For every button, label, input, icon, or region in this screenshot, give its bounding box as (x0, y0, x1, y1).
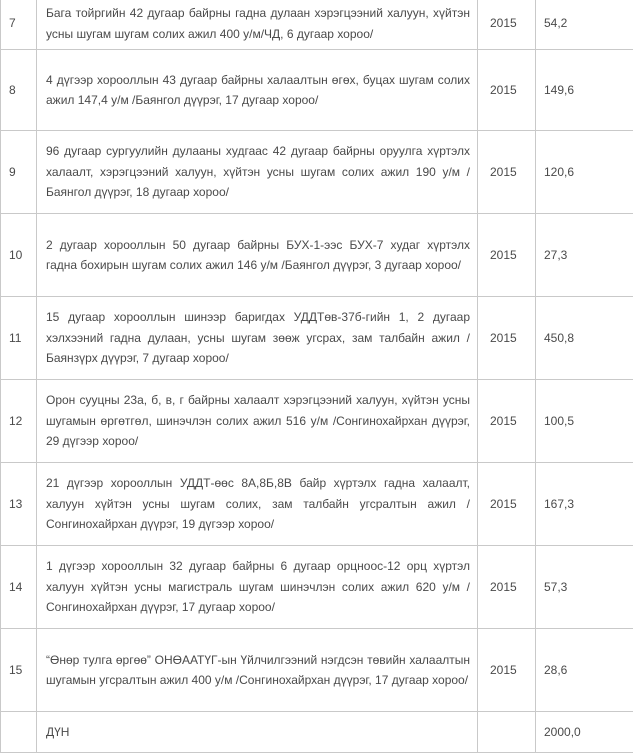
year-cell: 2015 (478, 380, 536, 463)
total-year-cell (478, 712, 536, 753)
table-row (1, 0, 633, 50)
year-cell: 2015 (478, 463, 536, 546)
row-number-cell: 14 (1, 546, 37, 629)
year-cell: 2015 (478, 297, 536, 380)
work-description-cell: 96 дугаар сургуулийн дулааны худгаас 42 дугаар байрны оруулга хүртэлх халаалт, хэрэгцээний халуун, хүйтэн усны шугам солих ажил 190 у/м /Баянгол дүүрэг, 18 дугаар хороо/ (37, 131, 478, 214)
year-cell: 2015 (478, 131, 536, 214)
amount-cell: 149,6 (536, 50, 633, 131)
table-row (1, 629, 633, 712)
row-number-cell: 12 (1, 380, 37, 463)
table-row (1, 463, 633, 546)
work-description-cell: 2 дугаар хорооллын 50 дугаар байрны БУХ-1-ээс БУХ-7 худаг хүртэлх гадна бохирын шугам солих ажил 146 у/м /Баянгол дүүрэг, 3 дугаар хороо/ (37, 214, 478, 297)
work-description-cell: “Өнөр тулга өргөө” ОНӨААТҮГ-ын Үйлчилгээний нэгдсэн төвийн халаалтын шугамын угсралтын ажил 400 у/м /Сонгинохайрхан дүүрэг, 17 дугаар хороо/ (37, 629, 478, 712)
work-description-cell: 1 дүгээр хорооллын 32 дугаар байрны 6 дугаар орцноос-12 орц хүртэл халуун хүйтэн усны магистраль шугам шинэчлэн солих ажил 620 у/м /Сонгинохайрхан дүүрэг, 17 дугаар хороо/ (37, 546, 478, 629)
total-number-cell (1, 712, 37, 753)
row-number-cell: 11 (1, 297, 37, 380)
amount-cell: 54,2 (536, 0, 633, 50)
amount-cell: 120,6 (536, 131, 633, 214)
amount-cell: 27,3 (536, 214, 633, 297)
row-number-cell: 9 (1, 131, 37, 214)
year-cell: 2015 (478, 546, 536, 629)
year-cell: 2015 (478, 214, 536, 297)
year-cell: 2015 (478, 50, 536, 131)
work-description-cell: Бага тойргийн 42 дугаар байрны гадна дулаан хэрэгцээний халуун, хүйтэн усны шугам шугам солих ажил 400 у/м/ЧД, 6 дугаар хороо/ (37, 0, 478, 50)
amount-cell: 57,3 (536, 546, 633, 629)
amount-cell: 100,5 (536, 380, 633, 463)
row-number-cell: 15 (1, 629, 37, 712)
row-number-cell: 10 (1, 214, 37, 297)
total-row (1, 712, 633, 753)
year-cell: 2015 (478, 0, 536, 50)
row-number-cell: 13 (1, 463, 37, 546)
amount-cell: 167,3 (536, 463, 633, 546)
works-table-body (1, 0, 633, 753)
amount-cell: 450,8 (536, 297, 633, 380)
table-row (1, 546, 633, 629)
table-row (1, 380, 633, 463)
work-description-cell: 4 дүгээр хорооллын 43 дугаар байрны халаалтын өгөх, буцах шугам солих ажил 147,4 у/м /Баянгол дүүрэг, 17 дугаар хороо/ (37, 50, 478, 131)
work-description-cell: 15 дугаар хорооллын шинээр баригдах УДДТөв-37б-гийн 1, 2 дугаар хэлхээний гадна дулаан, усны шугам зөөж угсрах, зам талбайн ажил /Баянзүрх дүүрэг, 7 дугаар хороо/ (37, 297, 478, 380)
row-number-cell: 7 (1, 0, 37, 50)
work-description-cell: 21 дүгээр хорооллын УДДТ-өөс 8А,8Б,8В байр хүртэлх гадна халаалт, халуун хүйтэн усны шугам солих, зам талбайн угсралтын ажил /Сонгинохайрхан дүүрэг, 19 дүгээр хороо/ (37, 463, 478, 546)
table-row (1, 297, 633, 380)
table-row (1, 50, 633, 131)
table-row (1, 131, 633, 214)
table-row (1, 214, 633, 297)
amount-cell: 28,6 (536, 629, 633, 712)
row-number-cell: 8 (1, 50, 37, 131)
total-amount-cell: 2000,0 (536, 712, 633, 753)
year-cell: 2015 (478, 629, 536, 712)
work-description-cell: Орон сууцны 23а, б, в, г байрны халаалт хэрэгцээний халуун, хүйтэн усны шугамын өргөтгөл, шинэчлэн солих ажил 516 у/м /Сонгинохайрхан дүүрэг, 29 дүгээр хороо/ (37, 380, 478, 463)
total-label-cell: ДҮН (37, 712, 478, 753)
